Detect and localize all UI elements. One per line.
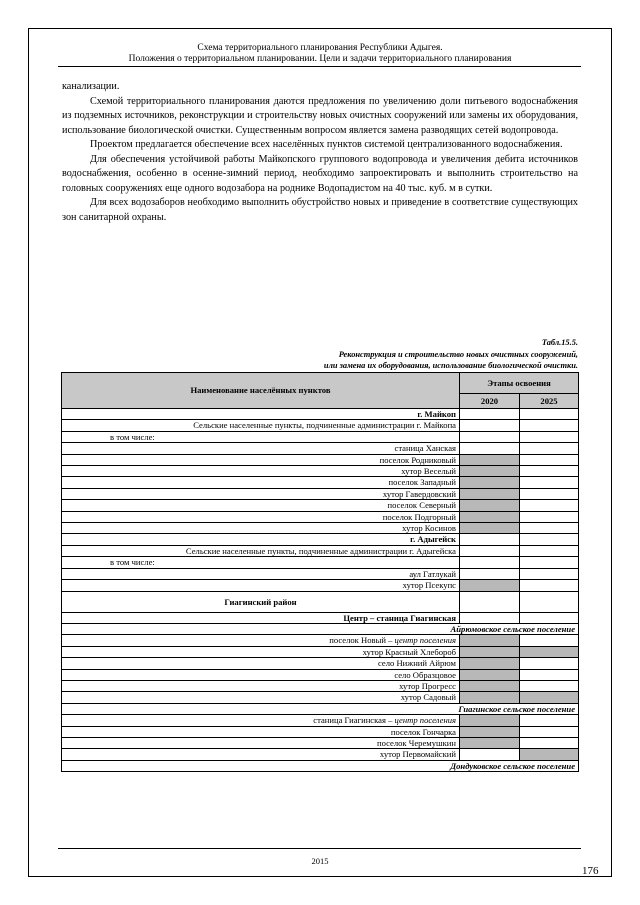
stage-2025-cell: [520, 557, 579, 568]
place-name: [62, 692, 460, 703]
stage-2025-cell: [520, 568, 579, 579]
stage-2020-cell: [460, 646, 520, 657]
stage-2020-cell: [460, 523, 520, 534]
stage-2025-cell: [520, 409, 579, 420]
table-row: [62, 488, 579, 499]
table-row: [62, 737, 579, 748]
stage-2025-cell: [520, 749, 579, 760]
place-name: [62, 511, 460, 522]
stage-2020-cell: [460, 511, 520, 522]
stage-2020-cell: [460, 658, 520, 669]
place-name-text: хутор Садовый: [400, 692, 456, 703]
stage-2020-cell: [460, 568, 520, 579]
place-name-text: хутор Прогресс: [399, 680, 456, 691]
stage-2025-cell: [520, 646, 579, 657]
table-number: Табл.15.5.: [541, 338, 578, 347]
stage-2020-cell: [460, 591, 520, 612]
stage-2025-cell: [520, 511, 579, 522]
stage-2020-cell: [460, 488, 520, 499]
stage-2025-cell: [520, 680, 579, 691]
place-name-text: хутор Первомайский: [379, 749, 456, 760]
table-row: [62, 477, 579, 488]
place-name-text: г. Майкоп: [417, 409, 456, 419]
table-caption-line-1: Реконструкция и строительство новых очистных сооружений,: [338, 350, 578, 359]
stage-2020-cell: [460, 557, 520, 568]
settlement-name: Гиагинское сельское поселение: [62, 703, 579, 714]
place-name-text: хутор Псекупс: [402, 580, 456, 591]
table-row: [62, 680, 579, 691]
header-line-2: Положения о территориальном планировании. Цели и задачи территориального планирования: [128, 54, 512, 64]
place-name-text: село Нижний Айрюм: [377, 658, 456, 669]
stage-2025-cell: [520, 715, 579, 726]
place-name: [62, 749, 460, 760]
place-name: [62, 680, 460, 691]
table-row: [62, 692, 579, 703]
place-name-text: г. Адыгейск: [410, 534, 456, 545]
table-row: [62, 409, 579, 420]
table-row: [62, 715, 579, 726]
stage-2020-cell: [460, 635, 520, 646]
table-row: [62, 500, 579, 511]
stage-2025-cell: [520, 545, 579, 556]
place-name-text: поселок Подгорный: [382, 511, 456, 522]
table-row: [62, 703, 579, 714]
column-header-stages: Этапы освоения: [460, 373, 579, 394]
place-name-text: станица Гиагинская –: [313, 715, 395, 726]
table-row: [62, 545, 579, 556]
table-row: [62, 466, 579, 477]
stage-2025-cell: [520, 635, 579, 646]
stage-2025-cell: [520, 692, 579, 703]
place-name: [62, 454, 460, 465]
stage-2025-cell: [520, 534, 579, 545]
place-name-text: в том числе:: [110, 557, 155, 568]
settlement-name: Дондуковское сельское поселение: [62, 760, 579, 771]
table-row: [62, 580, 579, 591]
stage-2025-cell: [520, 658, 579, 669]
stage-2025-cell: [520, 454, 579, 465]
stage-2020-cell: [460, 715, 520, 726]
stage-2025-cell: [520, 523, 579, 534]
stage-2025-cell: [520, 466, 579, 477]
footer-rule: [58, 848, 581, 849]
settlement-name: Айрюмовское сельское поселение: [62, 623, 579, 634]
stage-2025-cell: [520, 443, 579, 454]
place-name-text: хутор Гавердовский: [382, 488, 456, 499]
stage-2025-cell: [520, 431, 579, 442]
place-name-text: Сельские населенные пункты, подчиненные администрации г. Майкопа: [193, 420, 456, 431]
place-name-text: в том числе:: [110, 431, 155, 442]
stage-2020-cell: [460, 737, 520, 748]
paragraph: Схемой территориального планирования даются предложения по увеличению доли питьевого водоснабжения из подземных источников, реконструкции и строительству новых очистных сооружений или замены их оборудования, использование биологической очистки. Существенным вопросом является замена разводящих сетей водопровода.: [62, 95, 578, 136]
stage-2020-cell: [460, 726, 520, 737]
place-name: [62, 466, 460, 477]
stage-2020-cell: [460, 612, 520, 623]
paragraph: Проектом предлагается обеспечение всех населённых пунктов системой централизованного водоснабжения.: [90, 139, 563, 150]
stage-2025-cell: [520, 477, 579, 488]
stage-2020-cell: [460, 466, 520, 477]
place-name: [62, 726, 460, 737]
place-name-text: поселок Северный: [387, 500, 456, 511]
place-name: [62, 646, 460, 657]
place-name-text: поселок Гончарка: [390, 726, 456, 737]
place-name-text: Центр – станица Гиагинская: [343, 612, 456, 623]
place-name-text: хутор Косинов: [402, 523, 456, 534]
table-row: [62, 431, 579, 442]
place-name: [62, 557, 460, 568]
table-row: [62, 612, 579, 623]
place-name: [62, 635, 460, 646]
place-name: [62, 580, 460, 591]
table-caption-line-2: или замена их оборудования, использование биологической очистки.: [323, 361, 578, 370]
stage-2020-cell: [460, 431, 520, 442]
stage-2020-cell: [460, 680, 520, 691]
paragraph: канализации.: [62, 81, 120, 92]
stage-2020-cell: [460, 477, 520, 488]
column-header-2020: 2020: [460, 394, 520, 409]
table-row: [62, 635, 579, 646]
place-name-text: станица Ханская: [394, 443, 456, 454]
place-name: [62, 658, 460, 669]
center-note: центр поселения: [394, 635, 456, 646]
place-name-text: поселок Родниковый: [379, 454, 456, 465]
body-text: [62, 80, 578, 225]
place-name-text: поселок Черемушкин: [377, 737, 456, 748]
table-row: [62, 591, 579, 612]
table-row: [62, 420, 579, 431]
place-name: [62, 715, 460, 726]
column-header-name: Наименование населённых пунктов: [62, 373, 460, 409]
table-row: [62, 669, 579, 680]
stage-2025-cell: [520, 726, 579, 737]
place-name-text: поселок Западный: [388, 477, 456, 488]
table-row: [62, 454, 579, 465]
stage-2020-cell: [460, 534, 520, 545]
stage-2020-cell: [460, 420, 520, 431]
stage-2020-cell: [460, 669, 520, 680]
stage-2025-cell: [520, 580, 579, 591]
page-number: 176: [582, 865, 599, 877]
stage-2025-cell: [520, 500, 579, 511]
stage-2025-cell: [520, 488, 579, 499]
stage-2020-cell: [460, 749, 520, 760]
table-row: [62, 511, 579, 522]
place-name-text: хутор Красный Хлебороб: [362, 646, 456, 657]
place-name-text: село Образцовое: [394, 669, 456, 680]
stage-2025-cell: [520, 420, 579, 431]
place-name: [62, 488, 460, 499]
place-name: [62, 420, 460, 431]
table-row: [62, 646, 579, 657]
stage-2025-cell: [520, 591, 579, 612]
place-name-text: хутор Веселый: [401, 466, 456, 477]
place-name-text: аул Гатлукай: [409, 568, 456, 579]
place-name: [62, 591, 460, 612]
stage-2020-cell: [460, 454, 520, 465]
table-row: [62, 658, 579, 669]
stage-2020-cell: [460, 692, 520, 703]
stage-2025-cell: [520, 737, 579, 748]
place-name: [62, 443, 460, 454]
footer-year: 2015: [311, 856, 329, 866]
stage-2020-cell: [460, 500, 520, 511]
place-name: [62, 523, 460, 534]
place-name-text: поселок Новый –: [329, 635, 395, 646]
place-name: [62, 431, 460, 442]
stage-2025-cell: [520, 669, 579, 680]
stage-2020-cell: [460, 580, 520, 591]
center-note: центр поселения: [394, 715, 456, 726]
table-row: [62, 749, 579, 760]
place-name: [62, 477, 460, 488]
place-name: [62, 669, 460, 680]
stage-2020-cell: [460, 409, 520, 420]
place-name: [62, 612, 460, 623]
place-name: [62, 568, 460, 579]
header-line-1: Схема территориального планирования Республики Адыгея.: [197, 43, 443, 53]
header-rule: [58, 66, 581, 67]
stage-2020-cell: [460, 443, 520, 454]
table-row: [62, 557, 579, 568]
place-name: [62, 409, 460, 420]
place-name-text: Гиагинский район: [224, 596, 297, 607]
place-name: [62, 534, 460, 545]
table-row: [62, 523, 579, 534]
table-row: [62, 623, 579, 634]
place-name-text: Сельские населенные пункты, подчиненные администрации г. Адыгейска: [185, 545, 456, 556]
table-row: [62, 760, 579, 771]
column-header-2025: 2025: [520, 394, 579, 409]
paragraph: Для обеспечения устойчивой работы Майкопского группового водопровода и увеличения дебита источников водоснабжения, особенно в осенне-зимний период, необходимо запроектировать и выполнить строительство на головных сооружениях еще одного водозабора на роднике Водопадистом на 40 тыс. куб. м в сутки.: [62, 153, 578, 194]
stage-2020-cell: [460, 545, 520, 556]
table-body: [62, 409, 579, 772]
place-name: [62, 500, 460, 511]
table-row: [62, 726, 579, 737]
place-name: [62, 545, 460, 556]
stage-2025-cell: [520, 612, 579, 623]
paragraph: Для всех водозаборов необходимо выполнить обустройство новых и приведение в соответствие существующих зон санитарной охраны.: [62, 197, 578, 223]
place-name: [62, 737, 460, 748]
table-row: [62, 568, 579, 579]
table-row: [62, 443, 579, 454]
table-row: [62, 534, 579, 545]
data-table: [61, 372, 579, 772]
